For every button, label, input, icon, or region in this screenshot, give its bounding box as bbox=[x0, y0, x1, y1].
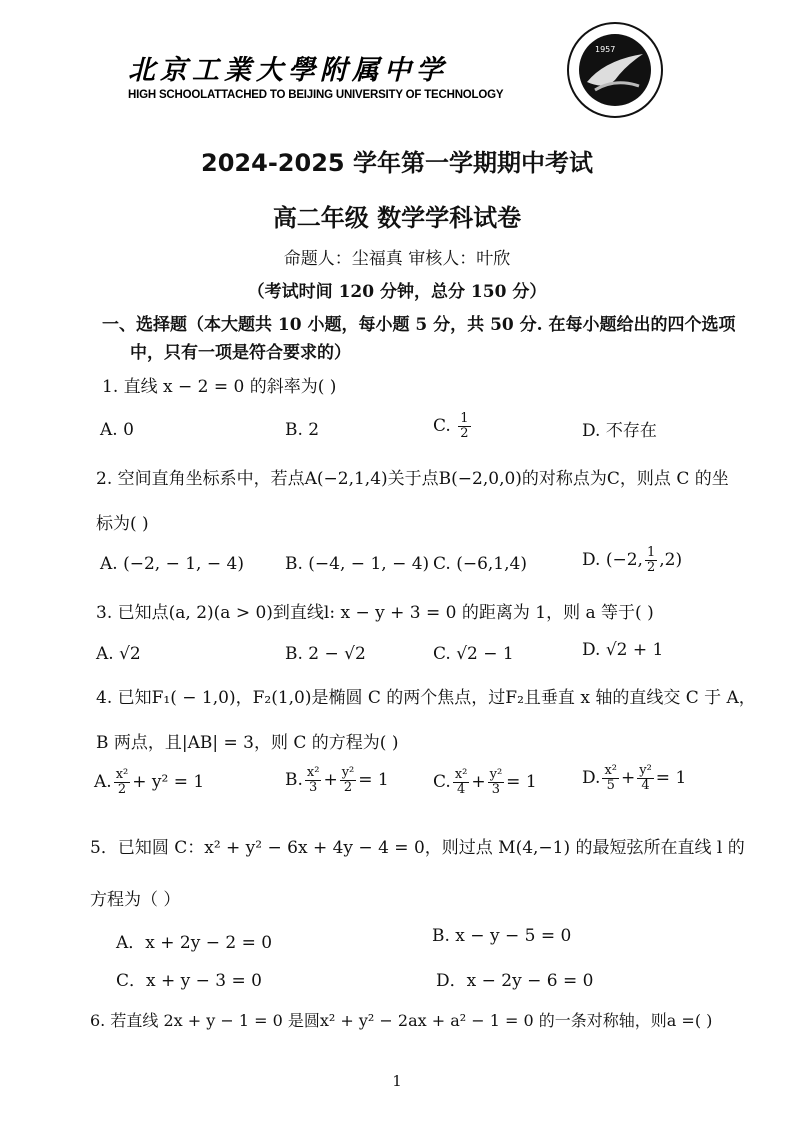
option-suffix: = 1 bbox=[358, 770, 389, 790]
section-heading: 一、选择题（本大题共 10 小题，每小题 5 分，共 50 分. 在每小题给出的四个选项 bbox=[102, 315, 736, 335]
question-5-option-c: C．x + y − 3 = 0 bbox=[116, 971, 262, 991]
denominator: 3 bbox=[309, 780, 318, 795]
question-4-option-b: B. $\frac{\text{x²}}{3}$ + $\frac{\text{y²}}{2}$ = 1 bbox=[285, 765, 389, 795]
numerator: x² bbox=[306, 765, 320, 780]
denominator: 2 bbox=[460, 426, 469, 441]
denominator: 2 bbox=[646, 560, 656, 575]
question-2-stem-cont: 标为( ) bbox=[96, 514, 149, 534]
question-4-option-d: D. $\frac{\text{x²}}{5}$ + $\frac{\text{y²}}{4}$ = 1 bbox=[582, 763, 687, 793]
question-3-option-b: B. 2 − √2 bbox=[285, 644, 366, 664]
fraction bbox=[637, 764, 654, 793]
school-name-en: HIGH SCHOOLATTACHED TO BEIJING UNIVERSITY OF TECHNOLOGY bbox=[128, 89, 504, 101]
fraction bbox=[458, 412, 470, 441]
page-number: 1 bbox=[392, 1072, 402, 1090]
question-1-stem: 1. 直线 x − 2 = 0 的斜率为( ) bbox=[102, 377, 337, 397]
numerator: y² bbox=[489, 767, 503, 782]
numerator: x² bbox=[115, 767, 129, 782]
fraction bbox=[340, 766, 357, 795]
numerator: 1 bbox=[646, 545, 656, 560]
school-name-cn: 北京工業大學附属中学 bbox=[128, 55, 448, 86]
question-2-option-b: B. (−4, − 1, − 4) bbox=[285, 554, 430, 574]
fraction bbox=[453, 768, 470, 797]
option-label: C. bbox=[433, 416, 451, 436]
exam-title: 2024-2025 学年第一学期期中考试 bbox=[201, 149, 593, 177]
option-suffix: + y² = 1 bbox=[132, 772, 205, 792]
option-label: A. bbox=[94, 772, 112, 792]
question-4-stem: 4. 已知F₁( − 1,0)，F₂(1,0)是椭圆 C 的两个焦点，过F₂且垂直 x 轴的直线交 C 于 A， bbox=[96, 688, 756, 708]
numerator: 1 bbox=[460, 411, 469, 426]
question-3-option-a: A. √2 bbox=[96, 644, 141, 664]
svg-text:1957: 1957 bbox=[595, 45, 616, 54]
section-heading-cont: 中，只有一项是符合要求的） bbox=[130, 343, 351, 363]
question-3-option-c: C. √2 − 1 bbox=[433, 644, 514, 664]
question-2-option-c: C. (−6,1,4) bbox=[433, 554, 527, 574]
option-label: D. (−2, bbox=[582, 550, 643, 570]
denominator: 2 bbox=[117, 782, 127, 797]
option-suffix: = 1 bbox=[655, 768, 687, 788]
question-4-option-a bbox=[94, 768, 204, 797]
numerator: y² bbox=[341, 765, 355, 780]
option-suffix: = 1 bbox=[506, 772, 537, 792]
option-label: D. bbox=[582, 768, 601, 788]
numerator: y² bbox=[639, 763, 652, 778]
option-label: B. bbox=[285, 770, 303, 790]
denominator: 5 bbox=[606, 778, 615, 793]
fraction bbox=[114, 768, 131, 797]
question-4-option-c: C. $\frac{\text{x²}}{4}$ + $\frac{\text{y²}}{3}$ = 1 bbox=[433, 767, 537, 797]
fraction bbox=[488, 768, 505, 797]
option-suffix: ,2) bbox=[659, 550, 683, 570]
question-5-option-d: D．x − 2y − 6 = 0 bbox=[436, 971, 594, 991]
question-1-option-b: B. 2 bbox=[285, 420, 320, 440]
question-5-option-b: B. x − y − 5 = 0 bbox=[432, 926, 572, 946]
question-5-stem-cont: 方程为（ ） bbox=[90, 890, 181, 910]
denominator: 4 bbox=[456, 782, 466, 797]
fraction bbox=[602, 764, 619, 793]
question-6-stem: 6. 若直线 2x + y − 1 = 0 是圆x² + y² − 2ax + a² − 1 = 0 的一条对称轴，则a =( ) bbox=[90, 1011, 713, 1030]
fraction bbox=[305, 766, 322, 795]
question-2-stem: 2. 空间直角坐标系中，若点A(−2,1,4)关于点B(−2,0,0)的对称点为C，则点 C 的坐 bbox=[96, 469, 729, 489]
question-2-option-a: A. (−2, − 1, − 4) bbox=[100, 554, 244, 574]
numerator: x² bbox=[604, 763, 617, 778]
denominator: 2 bbox=[343, 780, 353, 795]
denominator: 4 bbox=[641, 778, 650, 793]
denominator: 3 bbox=[491, 782, 501, 797]
exam-time-info: （考试时间 120 分钟，总分 150 分） bbox=[247, 282, 547, 302]
numerator: x² bbox=[454, 767, 468, 782]
option-label: C. bbox=[433, 772, 451, 792]
question-1-option-a: A. 0 bbox=[100, 420, 134, 440]
exam-subtitle: 高二年级 数学学科试卷 bbox=[272, 204, 522, 232]
question-1-option-c bbox=[433, 412, 473, 441]
question-3-option-d: D. √2 + 1 bbox=[582, 640, 664, 660]
question-2-option-d bbox=[582, 546, 682, 575]
school-header bbox=[128, 48, 558, 108]
question-4-stem-cont: B 两点，且|AB| = 3，则 C 的方程为( ) bbox=[96, 733, 399, 753]
fraction bbox=[645, 546, 657, 575]
question-5-stem: 5．已知圆 C：x² + y² − 6x + 4y − 4 = 0，则过点 M(4,−1) 的最短弦所在直线 l 的 bbox=[90, 838, 745, 858]
question-5-option-a: A．x + 2y − 2 = 0 bbox=[116, 933, 273, 953]
exam-setter: 命题人：尘福真 审核人：叶欣 bbox=[283, 249, 511, 269]
question-3-stem: 3. 已知点(a, 2)(a > 0)到直线l: x − y + 3 = 0 的距离为 1，则 a 等于( ) bbox=[96, 603, 654, 623]
question-1-option-d: D. 不存在 bbox=[582, 421, 657, 441]
school-seal-logo bbox=[565, 20, 665, 120]
